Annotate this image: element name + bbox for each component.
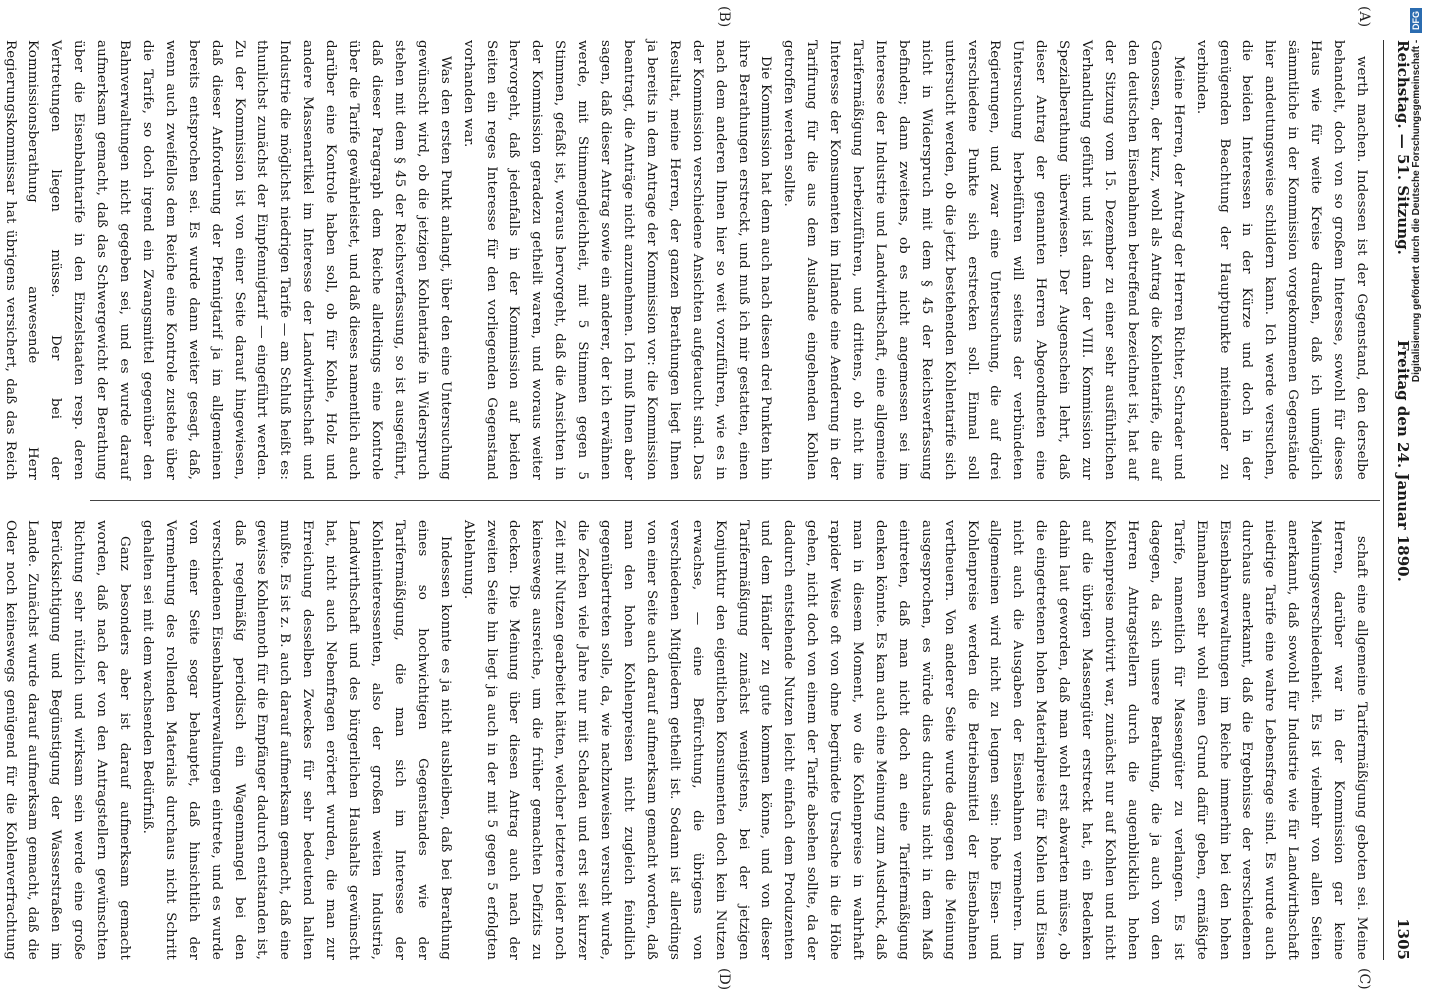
paragraph: Was den ersten Punkt anlangt, über den eine Untersuchung gewünscht wird, ob die jetzigen Kohlentarife in Widerspruch stehen mit dem § 45 der Reichsverfassung, so ist ausgeführt, daß dieser Paragraph dem Reiche allerdings eine Kontrole über die Tarife gewährleistet, und daß dieses namentlich auch darüber eine Kontrole haben soll, ob für Kohle, Holz und andere Massenartikel im Interesse der Landwirthschaft und Industrie die möglichst niedrigen Tarife — am Schluß heißt es: thunlichst zunächst der Einpfennigtarif — eingeführt werden. Zu der Kommission ist von einer Seite darauf hingewiesen, daß dieser Anforderung der Pfennigtarif ja im allgemeinen bereits entsprochen sei. Es wurde dann weiter gesagt, daß, wenn auch zweifellos dem Reiche eine Kontrole zustehe über die Tarife, so doch irgend ein Zwangsmittel gegenüber den Bahnverwaltungen nicht gegeben sei, und es wurde darauf aufmerksam gemacht, daß das Schwergewicht der Berathung über die Eisenbahntarife in den Einzelstaaten resp. deren Vertretungen liegen müsse. Der bei der Kommissionsberathung anwesende Herr Regierungskommissar hat übrigens versichert, daß das Reich — [2, 40, 453, 480]
header-date: Freitag den 24. Januar 1890. — [1394, 340, 1412, 582]
margin-mark-a: (A) — [1356, 6, 1372, 28]
margin-mark-b: (B) — [716, 6, 732, 28]
margin-mark-c: (C) — [1356, 968, 1372, 990]
paragraph: Ganz besonders aber ist darauf aufmerksam gemacht worden, daß nach der von den Antragstellern gewünschten Richtung sehr nützlich und wirksam sein werde eine große Berücksichtigung und Begünstigung der Wasserstraßen im Lande. Zunächst wurde darauf aufmerksam gemacht, daß die Oder noch keineswegs genügend für die Kohlenverfrachtung — [2, 520, 133, 960]
paragraph: werth machen. Indessen ist der Gegenstand, den derselbe behandelt, doch von so großem Interesse, sowohl für dieses Haus wie für weite Kreise draußen, daß ich unmöglich sämmtliche in der Kommission vorgekommenen Gegenstände hier andeutungsweise schildern kann. Ich werde versuchen, die beiden Interessen in der Kürze und doch in der genügenden Beachtung der Hauptpunkte miteinander zu verbinden. — [1193, 40, 1369, 480]
right-column — [2, 520, 1372, 960]
header-rule — [1383, 40, 1384, 960]
paragraph: Indessen konnte es ja nicht ausbleiben, daß bei Berathung eines so hochwichtigen Gegenstandes wie der Tarifermäßigung, die man sich im Interesse der Kohleninteressenten, also der großen weiten Industrie, Landwirthschaft und des bürgerlichen Haushalts gewünscht hat, nicht auch Nebenfragen erörtert wurden, die man zur Erreichung desselben Zweckes für sehr bedeutend halten mußte. Es ist z. B. auch darauf aufmerksam gemacht, daß eine gewisse Kohlennoth für die Empfänger dadurch entstanden ist, daß regelmäßig periodisch ein Wagenmangel bei den verschiedenen Eisenbahnverwaltungen eintrete, und es wurde von einer Seite sogar behauptet, daß hinsichtlich der Vermehrung des rollenden Materials durchaus nicht Schritt gehalten sei mit dem wachsenden Bedürfniß. — [139, 520, 453, 960]
column-divider — [90, 500, 1380, 501]
paragraph: schaft eine allgemeine Tarifermäßigung geboten sei. Meine Herren, darüber war in der Kommission gar keine Meinungsverschiedenheit. Es ist vielmehr von allen Seiten anerkannt, daß sowohl für Industrie wie für Landwirthschaft niedrige Tarife eine wahre Lebensfrage sind. Es wurde auch durchaus anerkannt, daß die Ergebnisse der verschiedenen Eisenbahnverwaltungen im Reiche immerhin bei den hohen Einnahmen sehr wohl einen Grund dafür geben, ermäßigte Tarife, namentlich für Massengüter zu verlangen. Es ist dagegen, da sich unsere Berathung, die ja auch von den Herren Antragstellern durch die augenblicklich hohen Kohlenpreise motivirt war, zunächst nur auf Kohlen und nicht auf die übrigen Massengüter erstreckt hat, ein Bedenken dahin laut geworden, daß man wohl erst abwarten müsse, ob die eingetretenen hohen Materialpreise für Kohlen und Eisen nicht auch die Ausgaben der Eisenbahnen vermehren. Im allgemeinen wird nicht zu leugnen sein: hohe Eisen- und Kohlenpreise werden die Betriebsmittel der Eisenbahnen vertheuern. Von anderer Seite wurde dagegen die Meinung ausgesprochen, es würde dies durchaus nicht in dem Maß eintreten, daß man nicht doch an eine Tarifermäßigung denken könnte. Es kam auch eine Meinung zum Ausdruck, daß man in diesem Moment, wo die Kohlenpreise in wahrhaft rapider Weise oft von ohne begründete Ursache in die Höhe gehen, nicht doch von einem der Tarife absehen sollte, da der dadurch entstehende Nutzen leicht einfach dem Produzenten und dem Händler zu gute kommen könne, und von dieser Tarifermäßigung zunächst wenigstens, bei der jetzigen Konjunktur den eigentlichen Konsumenten doch kein Nutzen erwachse, — eine Befürchtung, die übrigens von verschiedenen Mitgliedern getheilt ist. Sodann ist allerdings von einer Seite auch darauf aufmerksam gemacht worden, daß man den hohen Kohlenpreisen nicht zugleich feindlich gegenübertreten solle, da, wie nachzuweisen versucht wurde, die Zechen viele Jahre nur mit Schaden und erst seit kurzer Zeit mit Nutzen gearbeitet hätten, welcher letztere leider noch keineswegs ausreiche, um die früher gemachten Defizits zu decken. Die Meinung über diesen Antrag auch nach der zweiten Seite hin liegt ja auch in der mit 5 gegen 5 erfolgten Ablehnung. — [460, 520, 1369, 960]
watermark-text: Digitalisierung gefördert durch die Deutsche Forschungsgemeinschaft - — [1411, 39, 1422, 383]
paragraph: Die Kommission hat denn auch nach diesen drei Punkten hin ihre Berathungen erstreckt, und muß ich mir gestatten, einen nach dem anderen Ihnen hier so weit vorzuführen, wie es in der Kommission verschiedene Ansichten aufgetaucht sind. Das Resultat, meine Herren, der ganzen Berathungen liegt Ihnen ja bereits in dem Antrage der Kommission vor: die Kommission beantragt, die Anträge nicht anzunehmen. Ich muß Ihnen aber sagen, daß dieser Antrag sowie ein anderer, der ich erwähnen werde, mit Stimmengleichheit, mit 5 Stimmen gegen 5 Stimmen, gefaßt ist, woraus hervorgeht, daß die Ansichten in der Kommission geradezu getheilt waren, und woraus weiter hervorgeht, daß jedenfalls in der Kommission auf beiden Seiten ein reges Interesse für den vorliegenden Gegenstand vorhanden war. — [460, 40, 774, 480]
funding-watermark — [1406, 8, 1428, 988]
dfg-logo: DFG — [1410, 8, 1422, 33]
page-number: 1305 — [1394, 918, 1412, 960]
header-left: Reichstag. — 51. Sitzung. — [1394, 40, 1412, 255]
rotated-sheet — [2, 0, 1432, 1000]
paragraph: Meine Herren, der Antrag der Herren Richter, Schrader und Genossen, der kurz, wohl als Antrag die Kohlentarife, die auf den deutschen Eisenbahnen betreffend bezeichnet ist, hat auf der Sitzung vom 15. Dezember zu einer sehr ausführlichen Verhandlung geführt und ist dann der VIII. Kommission zur Spezialberathung überwiesen. Der Augenschein lehrt, daß dieser Antrag der genannten Herren Abgeordneten eine Untersuchung herbeiführen will seitens der verbündeten Regierungen, und zwar eine Untersuchung, die auf drei verschiedene Punkte sich erstrecken soll. Einmal soll untersucht werden, ob die jetzt bestehenden Kohlentarife sich nicht in Widerspruch mit dem § 45 der Reichsverfassung befinden; dann zweitens, ob es nicht angemessen sei im Interesse der Industrie und Landwirthschaft, eine allgemeine Tarifermäßigung herbeizuführen, und drittens, ob nicht im Interesse der Konsumenten im Inlande eine Aenderung in der Tarifirung für die aus dem Auslande eingehenden Kohlen getroffen werden sollte. — [781, 40, 1186, 480]
watermark-text-row — [1406, 8, 1428, 988]
margin-mark-d: (D) — [716, 968, 732, 991]
left-column — [2, 40, 1372, 480]
